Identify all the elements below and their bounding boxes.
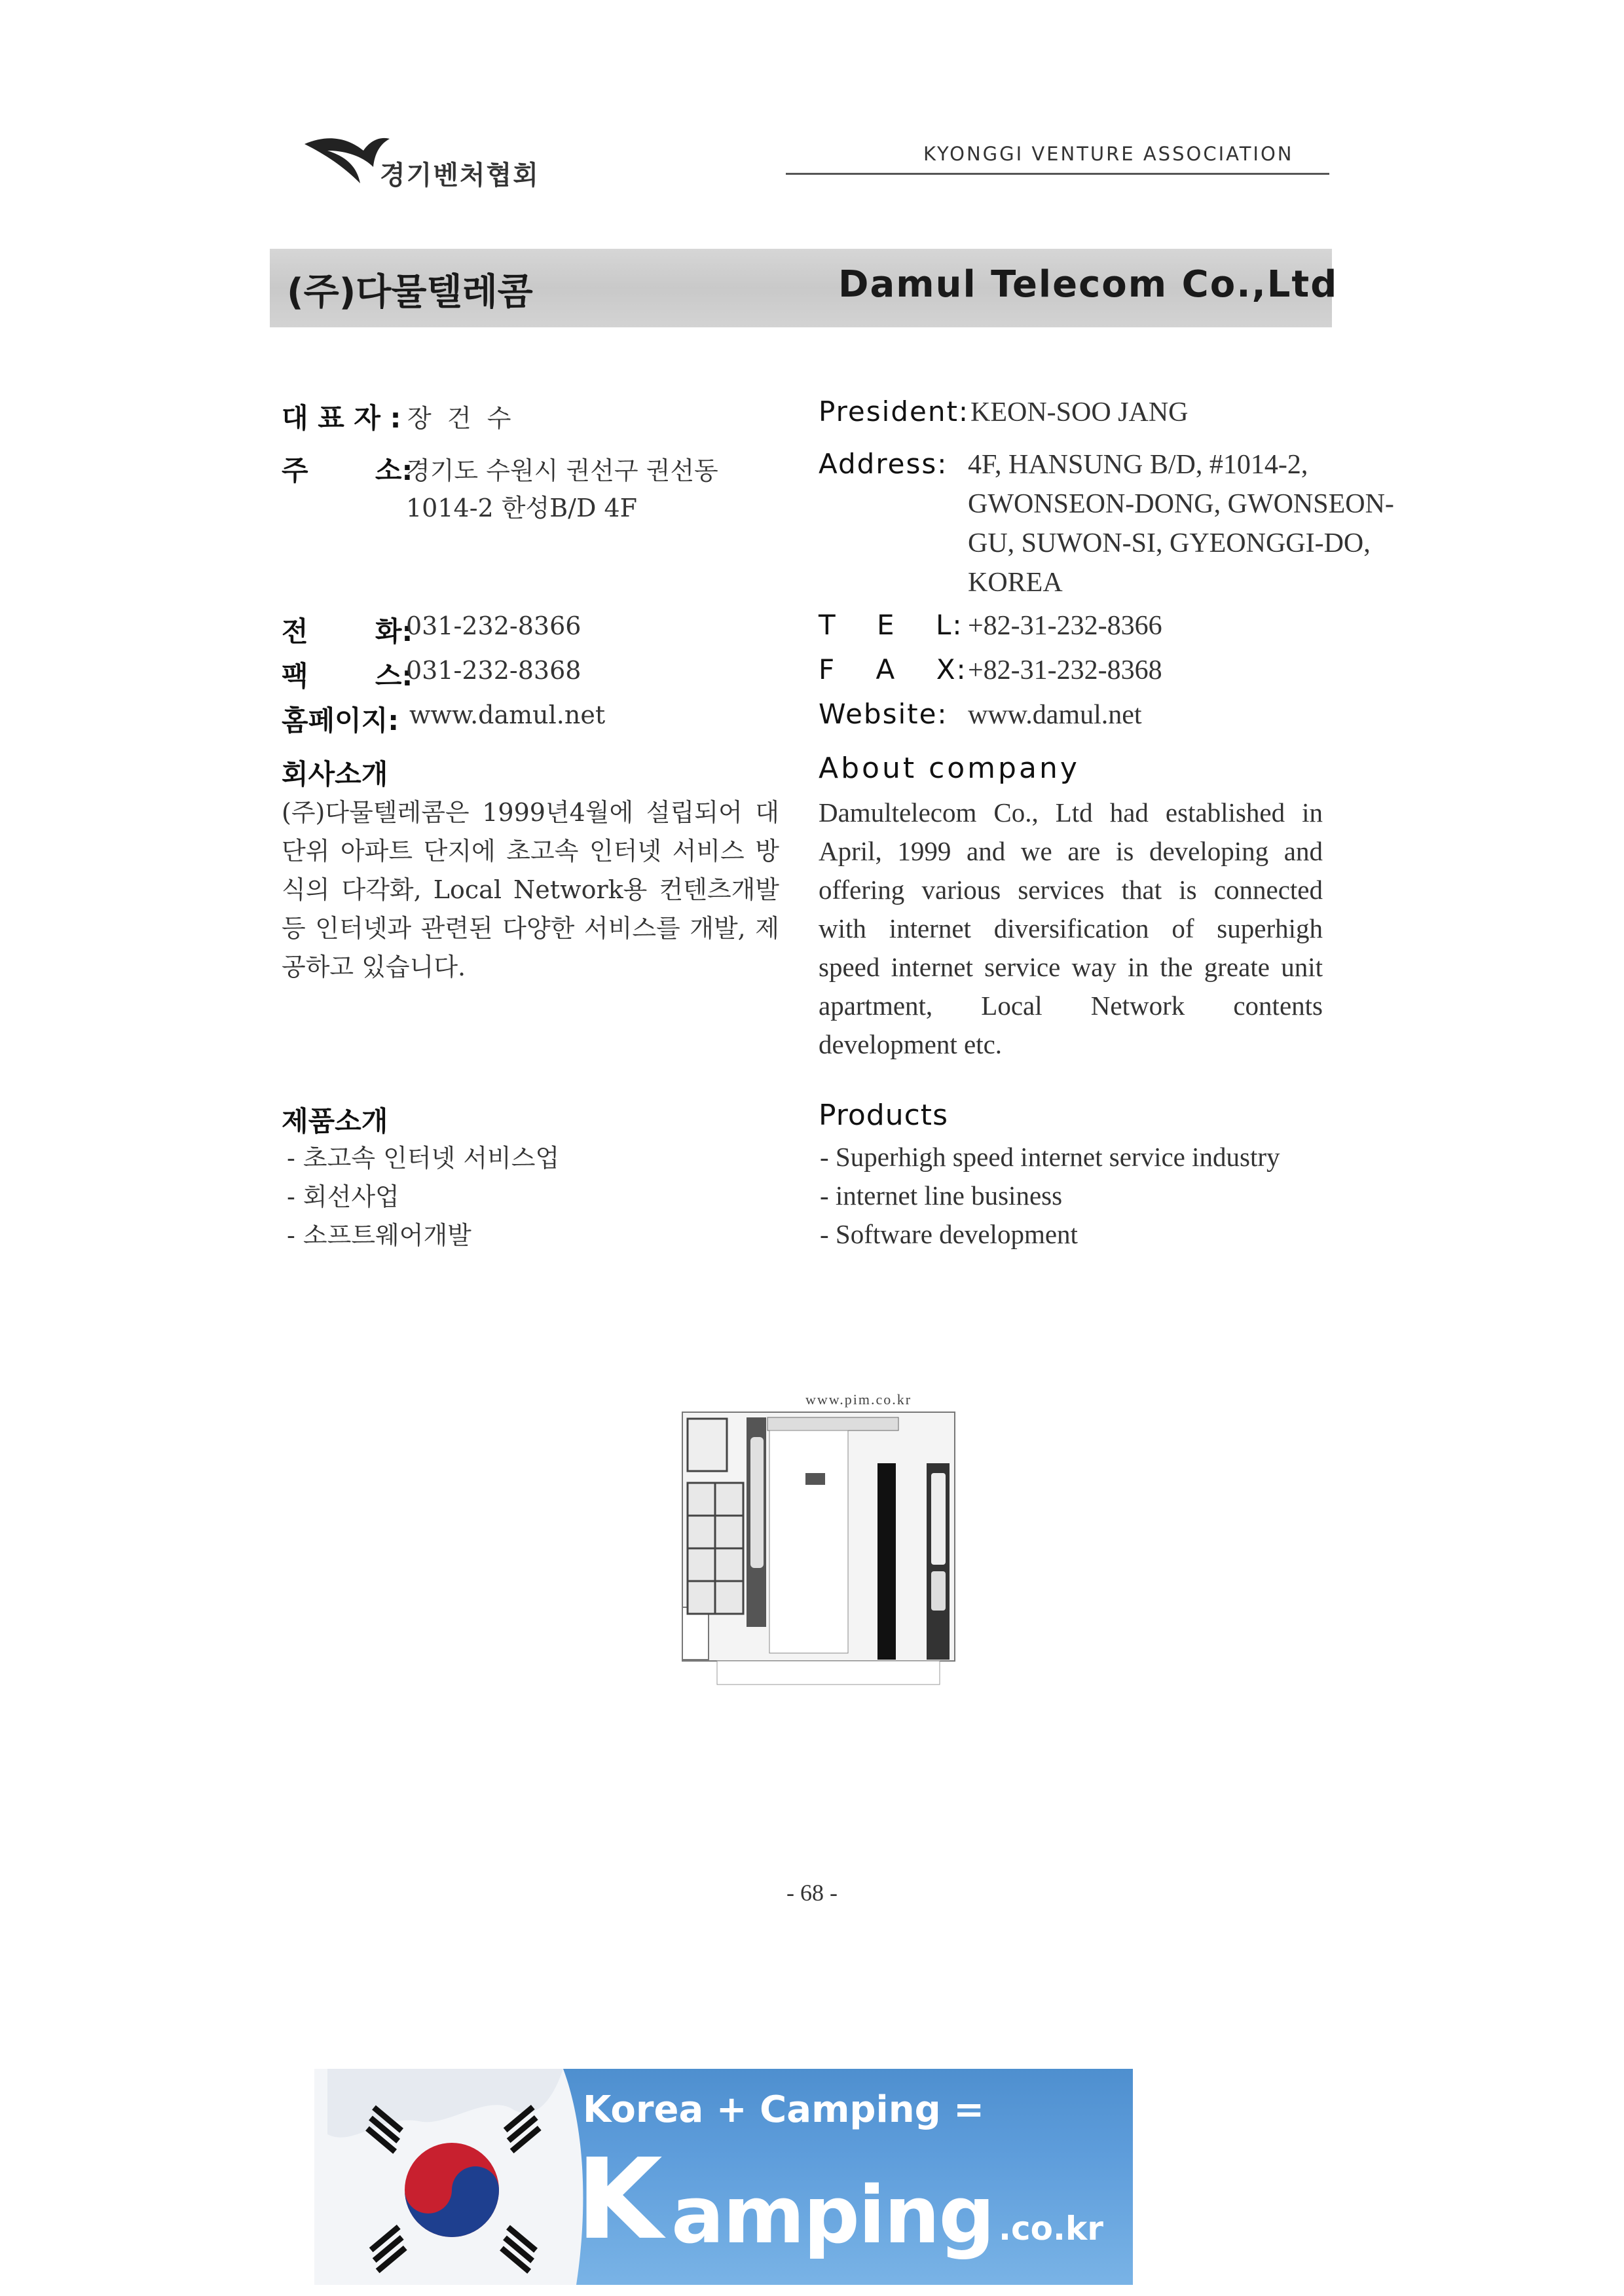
address-value-ko-line2: 1014-2 한성B/D 4F bbox=[406, 494, 638, 522]
kamping-banner[interactable] bbox=[314, 2069, 1133, 2285]
about-text-ko: (주)다물텔레콤은 1999년4월에 설립되어 대단위 아파트 단지에 초고속 인터넷 서비스 방식의 다각화, Local Network용 컨텐츠개발 등 인터넷과 관련된 다양한 서비스를 개발, 제공하고 있습니다. bbox=[282, 798, 779, 981]
banner-word: amping bbox=[671, 2170, 994, 2261]
tel-label-en: T E L: bbox=[819, 609, 963, 641]
company-title-english: Damul Telecom Co.,Ltd bbox=[838, 263, 1338, 306]
banner-domain-suffix: .co.kr bbox=[999, 2210, 1103, 2248]
fax-value-ko: 031-232-8368 bbox=[406, 656, 581, 685]
homepage-label-ko: 홈페이지: bbox=[282, 704, 399, 737]
figure-url: www.pim.co.kr bbox=[805, 1391, 912, 1408]
page-number: - 68 - bbox=[786, 1880, 838, 1906]
fax-value-en: +82-31-232-8368 bbox=[968, 655, 1162, 685]
address-label-en: Address: bbox=[819, 448, 948, 480]
president-label-ko: 대 표 자 : bbox=[282, 402, 401, 434]
address-value-ko-line1: 경기도 수원시 권선구 권선동 bbox=[406, 456, 718, 485]
products-heading-ko: 제품소개 bbox=[282, 1105, 388, 1137]
association-logo-text: 경기벤처협회 bbox=[380, 160, 540, 191]
address-value-en-line3: GU, SUWON-SI, GYEONGGI-DO, bbox=[968, 528, 1371, 558]
president-value-en: KEON-SOO JANG bbox=[970, 397, 1189, 428]
banner-big-k: K bbox=[576, 2135, 663, 2265]
list-item: - internet line business bbox=[820, 1180, 1063, 1211]
fax-label-ko: 팩 스: bbox=[282, 660, 413, 692]
address-value-en-line2: GWONSEON-DONG, GWONSEON- bbox=[968, 489, 1394, 519]
list-item: - Software development bbox=[820, 1219, 1078, 1249]
list-item: - Superhigh speed internet service industry bbox=[820, 1142, 1280, 1172]
about-heading-en: About company bbox=[819, 752, 1080, 785]
address-label-ko: 주 소: bbox=[282, 454, 413, 486]
about-text-en: Damultelecom Co., Ltd had established in April, 1999 and we are is developing and offering various services that is connected with internet diversification of superhigh speed internet service way in the greate unit apartment, Local Network contents development etc. bbox=[819, 797, 1323, 1059]
address-value-en-line1: 4F, HANSUNG B/D, #1014-2, bbox=[968, 450, 1308, 480]
website-label-en: Website: bbox=[819, 698, 948, 730]
products-list-en bbox=[820, 1138, 1331, 1254]
association-name: KYONGGI VENTURE ASSOCIATION bbox=[923, 143, 1294, 165]
website-screenshot-figure bbox=[681, 1411, 956, 1686]
korean-flag-icon bbox=[314, 2069, 616, 2285]
fax-label-en: F A X: bbox=[819, 653, 967, 685]
list-item: - 소프트웨어개발 bbox=[287, 1221, 471, 1250]
address-value-en-line4: KOREA bbox=[968, 568, 1063, 598]
products-list-ko bbox=[287, 1139, 771, 1255]
homepage-value-ko: www.damul.net bbox=[409, 701, 606, 729]
banner-headline: Korea + Camping = bbox=[583, 2088, 985, 2131]
company-title-korean: (주)다물텔레콤 bbox=[287, 271, 533, 314]
products-heading-en: Products bbox=[819, 1099, 948, 1132]
president-label-en: President: bbox=[819, 395, 970, 428]
tel-label-ko: 전 화: bbox=[282, 615, 413, 647]
website-value-en: www.damul.net bbox=[968, 700, 1142, 730]
president-value-ko: 장 건 수 bbox=[407, 404, 511, 433]
header-rule bbox=[786, 173, 1329, 175]
about-heading-ko: 회사소개 bbox=[282, 758, 388, 790]
list-item: - 회선사업 bbox=[287, 1182, 399, 1211]
tel-value-ko: 031-232-8366 bbox=[406, 611, 581, 640]
tel-value-en: +82-31-232-8366 bbox=[968, 611, 1162, 641]
list-item: - 초고속 인터넷 서비스업 bbox=[287, 1144, 560, 1173]
